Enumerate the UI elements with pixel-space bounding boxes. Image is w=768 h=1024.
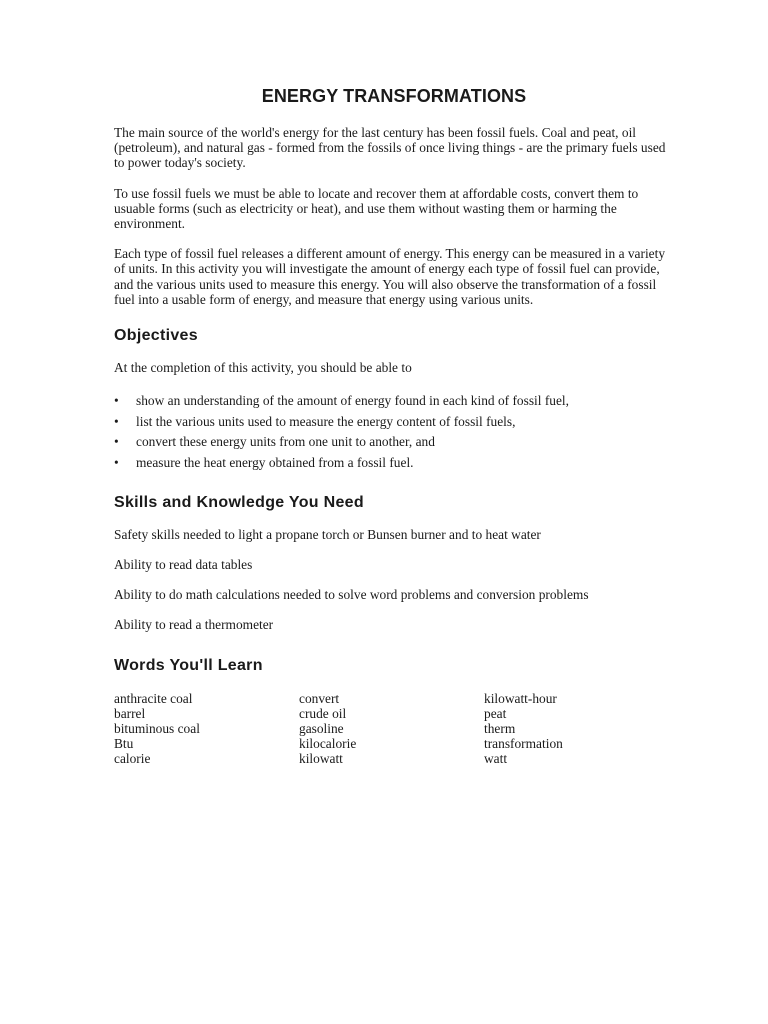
objective-text: measure the heat energy obtained from a fossil fuel. — [136, 454, 414, 470]
bullet-icon: • — [114, 454, 119, 470]
bullet-icon: • — [114, 434, 119, 450]
vocabulary-word: therm — [484, 720, 516, 736]
objective-item — [114, 434, 674, 449]
intro-paragraph-3: Each type of fossil fuel releases a different amount of energy. This energy can be measured in a variety of units. In this activity you will investigate the amount of energy each type of fossil fuel can provide, and the various units used to measure this energy. You will also observe the transformation of a fossil fuel into a usable form of energy, and measure that energy using various units. — [114, 246, 666, 307]
vocabulary-word: gasoline — [299, 720, 344, 736]
vocabulary-word: anthracite coal — [114, 690, 193, 706]
vocabulary-word: Btu — [114, 736, 134, 752]
document-page — [114, 86, 674, 767]
document-title: ENERGY TRANSFORMATIONS — [261, 86, 527, 106]
vocabulary-word: kilowatt — [299, 751, 343, 767]
words-heading: Words You'll Learn — [114, 656, 263, 674]
vocabulary-column — [299, 691, 484, 767]
objectives-intro: At the completion of this activity, you should be able to — [114, 360, 412, 376]
vocabulary-column — [484, 691, 669, 767]
vocabulary-word: convert — [299, 690, 340, 706]
bullet-icon: • — [114, 393, 119, 409]
objective-text: convert these energy units from one unit to another, and — [136, 434, 435, 450]
vocabulary-word: transformation — [484, 736, 563, 752]
intro-paragraph-2: To use fossil fuels we must be able to locate and recover them at affordable costs, convert them to usuable forms (such as electricity or heat), and use them without wasting them or harming the environment. — [114, 185, 639, 232]
skill-item: Ability to do math calculations needed to solve word problems and conversion problems — [114, 586, 589, 602]
skill-item: Ability to read data tables — [114, 556, 253, 572]
vocabulary-word: bituminous coal — [114, 720, 200, 736]
vocabulary-word: watt — [484, 751, 508, 767]
objective-text: show an understanding of the amount of energy found in each kind of fossil fuel, — [136, 393, 569, 409]
intro-paragraph-1: The main source of the world's energy for the last century has been fossil fuels. Coal and peat, oil (petroleum), and natural gas - formed from the fossils of once living things - are the primary fuels used to power today's society. — [114, 125, 666, 171]
vocabulary-word: calorie — [114, 751, 151, 767]
objective-text: list the various units used to measure the energy content of fossil fuels, — [136, 413, 516, 429]
vocabulary-grid — [114, 691, 674, 767]
vocabulary-word: kilowatt-hour — [484, 690, 557, 706]
vocabulary-word: barrel — [114, 705, 146, 721]
objective-item — [114, 414, 674, 429]
skill-item: Ability to read a thermometer — [114, 616, 274, 632]
objectives-heading: Objectives — [114, 327, 198, 345]
skills-heading: Skills and Knowledge You Need — [114, 493, 364, 511]
objective-item — [114, 393, 674, 408]
objectives-list — [114, 393, 674, 470]
skill-item: Safety skills needed to light a propane torch or Bunsen burner and to heat water — [114, 526, 541, 542]
vocabulary-word: crude oil — [299, 705, 347, 721]
vocabulary-word: kilocalorie — [299, 736, 357, 752]
vocabulary-column — [114, 691, 299, 767]
vocabulary-word: peat — [484, 705, 507, 721]
bullet-icon: • — [114, 413, 119, 429]
objective-item — [114, 455, 674, 470]
